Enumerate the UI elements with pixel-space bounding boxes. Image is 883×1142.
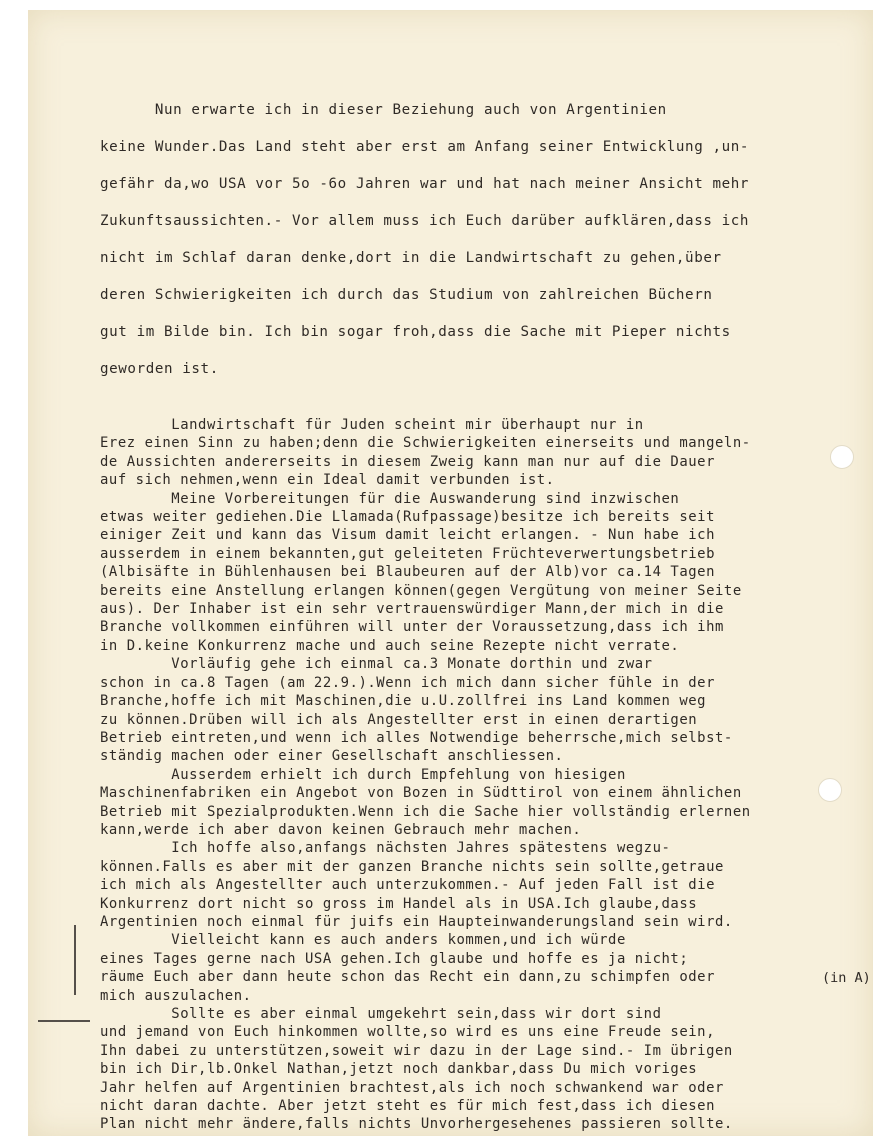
text-line: Landwirtschaft für Juden scheint mir überhaupt nur in bbox=[100, 417, 644, 433]
text-line: Branche vollkommen einführen will unter der Voraussetzung,dass ich ihm bbox=[100, 619, 724, 636]
text-line: bin ich Dir,lb.Onkel Nathan,jetzt noch dankbar,dass Du mich voriges bbox=[100, 1061, 698, 1078]
text-line: nicht daran dachte. Aber jetzt steht es für mich fest,dass ich diesen bbox=[100, 1098, 715, 1115]
text-line: räume Euch aber dann heute schon das Recht ein dann,zu schimpfen oder bbox=[100, 969, 715, 986]
text-line: (Albisäfte in Bühlenhausen bei Blaubeuren auf der Alb)vor ca.14 Tagen bbox=[100, 564, 715, 581]
text-line: Erez einen Sinn zu haben;denn die Schwierigkeiten einerseits und mangeln- bbox=[100, 435, 751, 452]
text-line: Ausserdem erhielt ich durch Empfehlung von hiesigen bbox=[100, 766, 626, 783]
text-line: einiger Zeit und kann das Visum damit leicht erlangen. - Nun habe ich bbox=[100, 527, 715, 544]
text-line: keine Wunder.Das Land steht aber erst am Anfang seiner Entwicklung ,un- bbox=[100, 139, 750, 155]
text-line: und jemand von Euch hinkommen wollte,so wird es uns eine Freude sein, bbox=[100, 1024, 715, 1041]
text-line: ständig machen oder einer Gesellschaft anschliessen. bbox=[100, 748, 564, 765]
text-line: gut im Bilde bin. Ich bin sogar froh,dass die Sache mit Pieper nichts bbox=[100, 324, 731, 340]
margin-dash-mark bbox=[38, 1020, 90, 1022]
text-line: Vielleicht kann es auch anders kommen,und ich würde bbox=[100, 932, 626, 949]
letter-body bbox=[100, 92, 860, 1134]
text-line: geworden ist. bbox=[100, 361, 219, 377]
text-line: können.Falls es aber mit der ganzen Branche nichts sein sollte,getraue bbox=[100, 858, 724, 875]
text-line: ich mich als Angestellter auch unterzukommen.- Auf jeden Fall ist die bbox=[100, 877, 715, 894]
text-line: Maschinenfabriken ein Angebot von Bozen in Südttirol von einem ähnlichen bbox=[100, 785, 742, 802]
text-line: deren Schwierigkeiten ich durch das Studium von zahlreichen Büchern bbox=[100, 287, 713, 303]
text-line: schon in ca.8 Tagen (am 22.9.).Wenn ich mich dann sicher fühle in der bbox=[100, 674, 715, 691]
paragraph-body bbox=[100, 416, 860, 1134]
text-line: aus). Der Inhaber ist ein sehr vertrauenswürdiger Mann,der mich in die bbox=[100, 601, 724, 618]
text-line: gefähr da,wo USA vor 5o -6o Jahren war und hat nach meiner Ansicht mehr bbox=[100, 176, 750, 192]
text-line: Jahr helfen auf Argentinien brachtest,als ich noch schwankend war oder bbox=[100, 1079, 724, 1096]
text-line: ausserdem in einem bekannten,gut geleiteten Früchteverwertungsbetrieb bbox=[100, 545, 715, 562]
text-line: Betrieb eintreten,und wenn ich alles Notwendige beherrsche,mich selbst- bbox=[100, 729, 733, 746]
paragraph-top bbox=[100, 92, 860, 388]
text-line: in D.keine Konkurrenz mache und auch seine Rezepte nicht verrate. bbox=[100, 637, 680, 654]
text-line: Nun erwarte ich in dieser Beziehung auch von Argentinien bbox=[100, 102, 667, 118]
text-line: nicht im Schlaf daran denke,dort in die Landwirtschaft zu gehen,über bbox=[100, 250, 722, 266]
text-line: mich auszulachen. bbox=[100, 987, 252, 1004]
text-line: Betrieb mit Spezialprodukten.Wenn ich die Sache hier vollständig erlernen bbox=[100, 803, 751, 820]
margin-pencil-mark bbox=[74, 925, 76, 995]
text-line: Zukunftsaussichten.- Vor allem muss ich Euch darüber aufklären,dass ich bbox=[100, 213, 750, 229]
text-line: zu können.Drüben will ich als Angestellter erst in einen derartigen bbox=[100, 711, 698, 728]
margin-note: (in A) bbox=[822, 970, 871, 986]
text-line: eines Tages gerne nach USA gehen.Ich glaube und hoffe es ja nicht; bbox=[100, 950, 689, 967]
text-line: Argentinien noch einmal für juifs ein Haupteinwanderungsland sein wird. bbox=[100, 913, 733, 930]
text-line: etwas weiter gediehen.Die Llamada(Rufpassage)besitze ich bereits seit bbox=[100, 509, 715, 526]
text-line: bereits eine Anstellung erlangen können(gegen Vergütung von meiner Seite bbox=[100, 582, 742, 599]
text-line: Plan nicht mehr ändere,falls nichts Unvorhergesehenes passieren sollte. bbox=[100, 1116, 733, 1133]
text-line: Sollte es aber einmal umgekehrt sein,dass wir dort sind bbox=[100, 1006, 662, 1022]
text-line: Konkurrenz dort nicht so gross im Handel als in USA.Ich glaube,dass bbox=[100, 895, 698, 912]
text-line: de Aussichten andererseits in diesem Zweig kann man nur auf die Dauer bbox=[100, 453, 715, 470]
text-line: auf sich nehmen,wenn ein Ideal damit verbunden ist. bbox=[100, 472, 555, 489]
text-line: Branche,hoffe ich mit Maschinen,die u.U.zollfrei ins Land kommen weg bbox=[100, 693, 707, 710]
text-line: Ich hoffe also,anfangs nächsten Jahres spätestens wegzu- bbox=[100, 840, 671, 857]
text-line: kann,werde ich aber davon keinen Gebrauch mehr machen. bbox=[100, 821, 582, 838]
text-line: Meine Vorbereitungen für die Auswanderung sind inzwischen bbox=[100, 490, 680, 507]
text-line: Vorläufig gehe ich einmal ca.3 Monate dorthin und zwar bbox=[100, 656, 653, 673]
text-line: Ihn dabei zu unterstützen,soweit wir dazu in der Lage sind.- Im übrigen bbox=[100, 1042, 733, 1059]
